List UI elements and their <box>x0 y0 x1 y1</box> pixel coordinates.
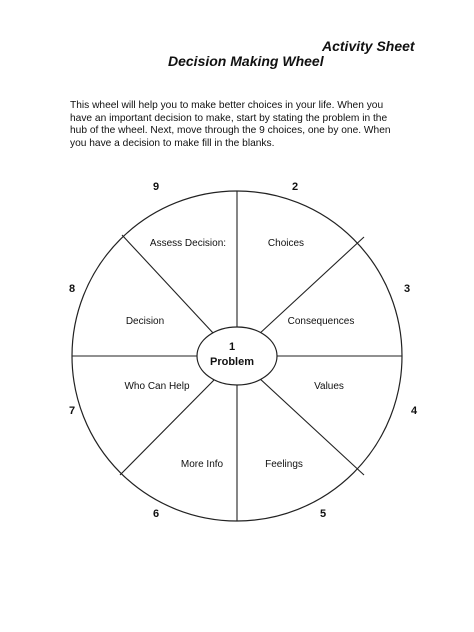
segment-number-2: 2 <box>291 181 299 193</box>
decision-wheel-title: Decision Making Wheel <box>168 53 324 69</box>
segment-label-consequences: Consequences <box>287 316 355 327</box>
hub-label: Problem <box>209 356 255 368</box>
segment-number-3: 3 <box>403 283 411 295</box>
segment-number-4: 4 <box>410 405 418 417</box>
segment-label-choices: Choices <box>267 238 305 249</box>
segment-label-more-info: More Info <box>180 459 224 470</box>
segment-number-7: 7 <box>68 405 76 417</box>
segment-number-8: 8 <box>68 283 76 295</box>
segment-label-feelings: Feelings <box>265 459 303 470</box>
segment-label-values: Values <box>314 381 344 392</box>
segment-label-who-can-help: Who Can Help <box>124 381 190 392</box>
segment-label-decision: Decision <box>125 316 165 327</box>
segment-number-5: 5 <box>319 508 327 520</box>
hub-number: 1 <box>228 341 236 353</box>
segment-number-9: 9 <box>152 181 160 193</box>
segment-label-assess-decision: Assess Decision: <box>149 238 227 249</box>
intro-paragraph: This wheel will help you to make better choices in your life. When you have an important decision to make, start by stating the problem in the hub of the wheel. Next, move through the 9 choices, one by one. When you have a decision to make fill in the blanks. <box>70 100 391 149</box>
activity-sheet-title: Activity Sheet <box>322 38 415 54</box>
segment-number-6: 6 <box>152 508 160 520</box>
